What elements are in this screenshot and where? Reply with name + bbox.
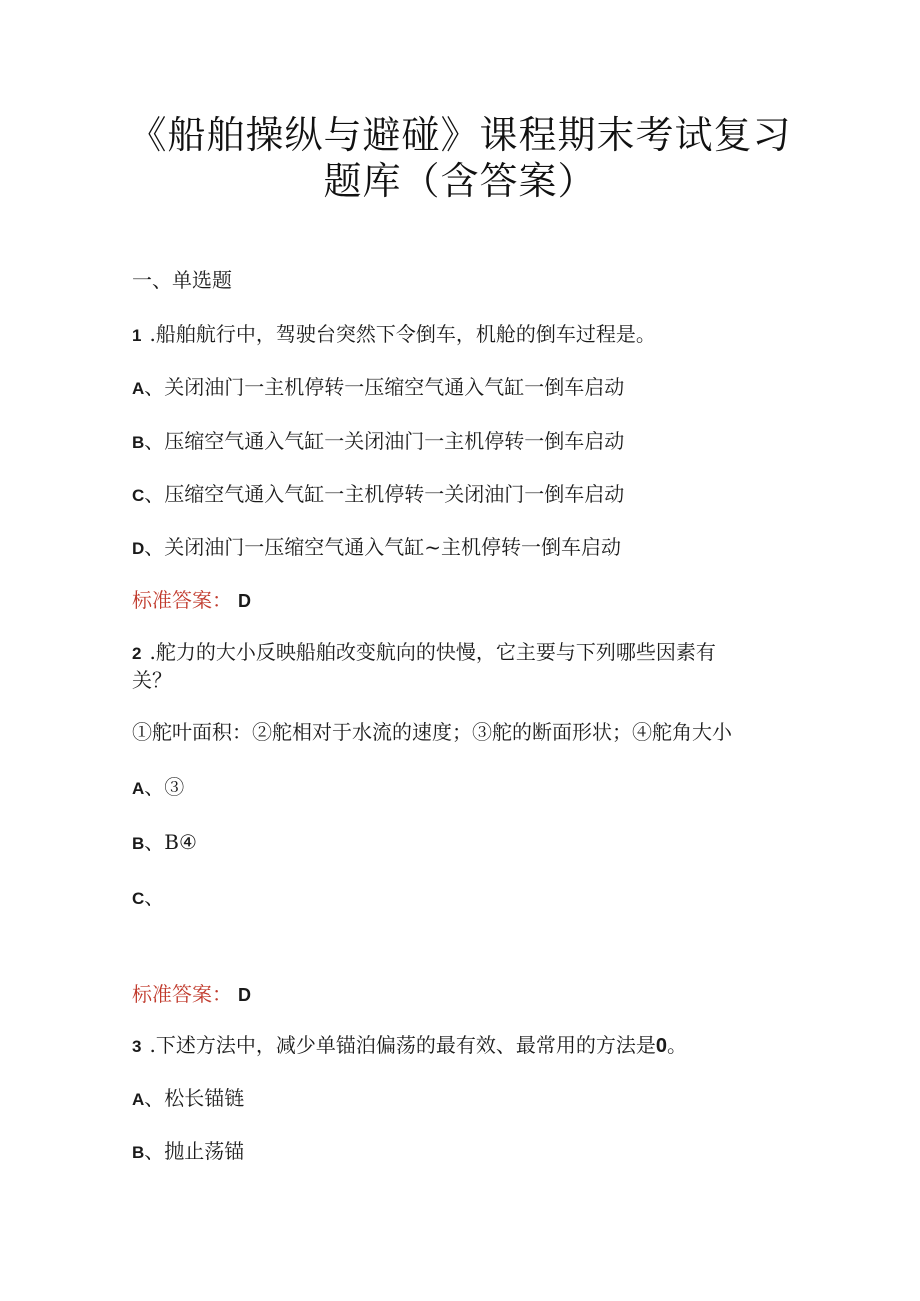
option-sep: 、 (144, 429, 165, 453)
question-1 (132, 320, 656, 350)
option-sep: 、 (144, 830, 165, 854)
answer-label: 标准答案： (132, 588, 232, 612)
option-sep: 、 (144, 482, 165, 506)
question-1-number: 1 (132, 326, 142, 345)
option-sep: 、 (144, 1139, 165, 1163)
option-label: B (132, 433, 145, 452)
document-title-line1: 《船舶操纵与避碰》课程期末考试复习 (128, 113, 792, 157)
answer-value: D (238, 591, 251, 611)
option-label: B (132, 834, 145, 853)
question-2 (132, 638, 716, 668)
option-text: 压缩空气通入气缸一主机停转一关闭油门一倒车启动 (164, 482, 625, 506)
question-2-number: 2 (132, 644, 142, 663)
question-3-text: .下述方法中，减少单锚泊偏荡的最有效、最常用的方法是 (149, 1033, 656, 1057)
question-1-option-c (132, 480, 624, 510)
option-label: A (132, 779, 145, 798)
option-label: C (132, 889, 145, 908)
option-text: 压缩空气通入气缸一关闭油门一主机停转一倒车启动 (164, 429, 625, 453)
option-label: C (132, 486, 145, 505)
option-sep: 、 (144, 535, 165, 559)
question-2-text-line1: .舵力的大小反映船舶改变航向的快慢，它主要与下列哪些因素有 (149, 640, 716, 664)
question-1-text: .船舶航行中，驾驶台突然下令倒车，机舱的倒车过程是。 (149, 322, 656, 346)
question-3-blank: 0 (655, 1035, 667, 1057)
question-2-option-c (132, 883, 164, 913)
question-2-text-line2: 关？ (132, 668, 172, 692)
option-text: 抛止荡锚 (164, 1139, 245, 1163)
option-sep: 、 (144, 885, 165, 909)
document-title-line2: 题库（含答案） (323, 159, 597, 203)
question-1-option-d (132, 533, 621, 563)
option-label: D (132, 539, 145, 558)
option-sep: 、 (144, 775, 165, 799)
question-3-text-end: 。 (666, 1033, 687, 1057)
question-2-option-b (132, 828, 197, 858)
option-label: B (132, 1143, 145, 1162)
question-1-answer (132, 586, 251, 615)
option-text: 松长锚链 (164, 1086, 245, 1110)
answer-label: 标准答案： (132, 982, 232, 1006)
section-heading: 一、单选题 (132, 268, 232, 292)
question-2-factors: ①舵叶面积：②舵相对于水流的速度；③舵的断面形状；④舵角大小 (132, 720, 732, 744)
question-1-option-b (132, 427, 624, 457)
option-sep: 、 (144, 375, 165, 399)
answer-value: D (238, 985, 251, 1005)
question-2-answer (132, 980, 251, 1009)
option-text: 关闭油门一主机停转一压缩空气通入气缸一倒车启动 (164, 375, 625, 399)
option-text: B④ (164, 830, 197, 854)
question-3-number: 3 (132, 1037, 142, 1056)
option-sep: 、 (144, 1086, 165, 1110)
option-text: 关闭油门一压缩空气通入气缸~主机停转一倒车启动 (164, 535, 622, 559)
option-label: A (132, 379, 145, 398)
question-2-option-a (132, 773, 184, 803)
option-text: ③ (164, 775, 185, 799)
option-label: A (132, 1090, 145, 1109)
question-3-option-b (132, 1137, 244, 1167)
question-1-option-a (132, 373, 624, 403)
question-3-option-a (132, 1084, 244, 1114)
question-3 (132, 1031, 687, 1061)
